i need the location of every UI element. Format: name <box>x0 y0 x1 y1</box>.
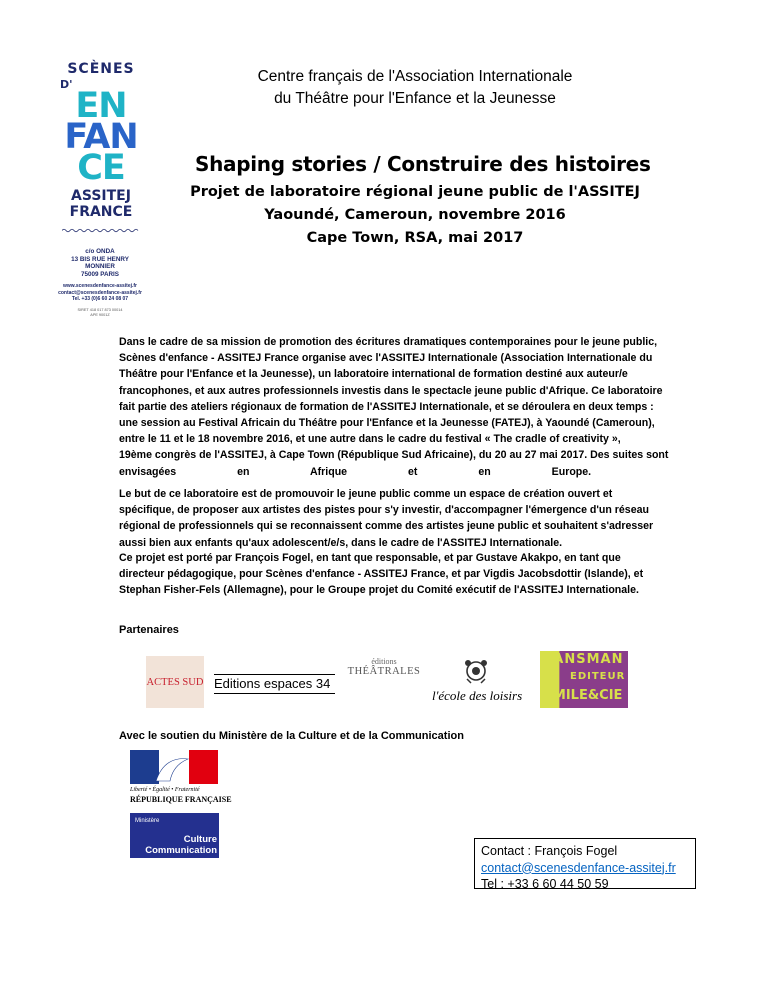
text-line: fait partie des ateliers régionaux de formation de l'ASSITEJ Internationale, et se déroulera en deux temps : <box>119 400 654 413</box>
text-line: 19ème congrès de l'ASSITEJ, à Cape Town (République Sud Africaine), du 20 au 27 mai 2017. Des suites sont <box>119 449 669 462</box>
ministere-text: Ministère <box>135 818 160 824</box>
espaces34-logo <box>214 674 335 694</box>
address-line: 13 BIS RUE HENRY <box>71 255 129 263</box>
theatrales-logo <box>347 658 421 677</box>
text-line: entre le 11 et le 18 novembre 2016, et une autre dans le cadre du festival « The cradle of creativity », <box>119 433 621 446</box>
address-line: c/o ONDA <box>85 248 115 255</box>
subtitle-3: Cape Town, RSA, mai 2017 <box>306 230 524 246</box>
contact-box <box>474 838 696 889</box>
paragraph-goal <box>119 486 701 551</box>
org-line-2: du Théâtre pour l'Enfance et la Jeunesse <box>274 90 556 107</box>
text-line: aussi bien aux enfants qu'aux adolescent/e/s, dans le cadre de l'ASSITEJ Internationale. <box>119 536 563 549</box>
text-line: spécifique, de proposer aux artistes des pistes pour s'y investir, d'accompagner l'émergence d'un réseau <box>119 504 649 517</box>
address-block <box>52 248 148 318</box>
lansman-editeur: EDITEUR <box>570 671 626 682</box>
text-line: Le but de ce laboratoire est de promouvoir le jeune public comme un espace de création ouvert et <box>119 488 613 500</box>
paragraph-intro <box>119 334 701 480</box>
contact-email-link[interactable]: contact@scenesdenfance-assitej.fr <box>481 860 676 875</box>
text-line: une session au Festival Africain du Théâtre pour l'Enfance et la Jeunesse (FATEJ), à Yaoundé (Cameroun), <box>119 417 655 430</box>
lansman-text: LANSMAN <box>544 652 624 667</box>
text-line: régional de professionnels qui se reconnaissent comme des artistes jeune public et souhaitent s'adresser <box>119 520 654 533</box>
text-line: Scènes d'enfance - ASSITEJ France organise avec l'ASSITEJ Internationale (Association Internationale du <box>119 352 653 365</box>
ape: APE 9001Z <box>90 312 110 317</box>
partners-label: Partenaires <box>119 624 179 636</box>
logo-assitej: ASSITEJ <box>71 188 131 204</box>
actes-sud-logo <box>146 656 204 708</box>
emile-cie-text: EMILE&CIE <box>544 688 623 703</box>
marianne-flag-icon <box>130 750 218 784</box>
contact-name: Contact : François Fogel <box>481 844 618 858</box>
website-link[interactable]: www.scenesdenfance-assitej.fr <box>62 283 137 290</box>
text-line: directeur pédagogique, pour Scènes d'enfance - ASSITEJ France, et par Vigdis Jacobsdottir (Islande), et <box>119 568 644 581</box>
republic-motto: Liberté • Égalité • Fraternité <box>130 787 200 793</box>
contact-tel: Tel : +33 6 60 44 50 59 <box>481 877 609 891</box>
culture-text: Culture <box>183 834 217 845</box>
logo-en: EN <box>75 86 127 126</box>
logo-ce: CE <box>77 148 125 188</box>
logo-fan: FAN <box>64 117 138 157</box>
text-line: Stephan Fisher-Fels (Allemagne), pour le Groupe projet du Comité exécutif de l'ASSITEJ Internationale. <box>119 584 639 597</box>
page-title: Shaping stories / Construire des histoires <box>195 152 651 176</box>
ministere-culture-logo <box>130 813 219 858</box>
text-line: envisagées en Afrique et en Europe. <box>119 465 592 478</box>
siret: SIRET 418 017 873 00014 <box>77 307 123 312</box>
org-line-1: Centre français de l'Association Internationale <box>257 68 573 85</box>
address-web <box>52 283 148 303</box>
ecole-des-loisirs-icon <box>463 657 489 685</box>
text-line: Théâtre pour l'Enfance et la Jeunesse), un laboratoire international de formation destiné aux auteur/e <box>119 368 628 381</box>
logo-france: FRANCE <box>69 204 133 220</box>
theatrales-text: THÉÂTRALES <box>347 666 421 677</box>
logo-d: D' <box>60 78 73 91</box>
text-line: francophones, et aux autres professionnels investis dans le spectacle jeune public d'Afrique. Ce laboratoire <box>119 384 663 397</box>
text-line: Ce projet est porté par François Fogel, en tant que responsable, et par Gustave Akakpo, en tant que <box>119 552 621 564</box>
subtitle-1: Projet de laboratoire régional jeune public de l'ASSITEJ <box>190 184 640 200</box>
scenes-denfance-logo <box>60 62 142 238</box>
ecole-des-loisirs-text: l'école des loisirs <box>432 688 523 703</box>
siret-block <box>52 308 148 318</box>
text-line: Dans le cadre de sa mission de promotion des écritures dramatiques contemporaines pour le jeune public, <box>119 336 658 348</box>
actes-sud-text: ACTES SUD <box>146 676 204 688</box>
lansman-logo <box>540 651 628 708</box>
address-line: MONNIER <box>85 263 115 271</box>
subtitle-2: Yaoundé, Cameroun, novembre 2016 <box>264 207 566 223</box>
email-link[interactable]: contact@scenesdenfance-assitej.fr <box>58 289 142 296</box>
logo-scenes: SCÈNES <box>67 61 135 77</box>
republique-francaise: RÉPUBLIQUE FRANÇAISE <box>130 795 232 804</box>
theatrales-small: éditions <box>371 657 397 666</box>
paragraph-team <box>119 550 701 599</box>
communication-text: Communication <box>145 845 217 856</box>
espaces34-text: Editions espaces 34 <box>214 676 331 691</box>
address-tel: Tel. +33 (0)6 60 24 08 07 <box>71 296 129 303</box>
wave-divider-icon <box>62 228 140 233</box>
address-line: 75009 PARIS <box>80 270 120 278</box>
support-label: Avec le soutien du Ministère de la Culture et de la Communication <box>119 730 464 742</box>
